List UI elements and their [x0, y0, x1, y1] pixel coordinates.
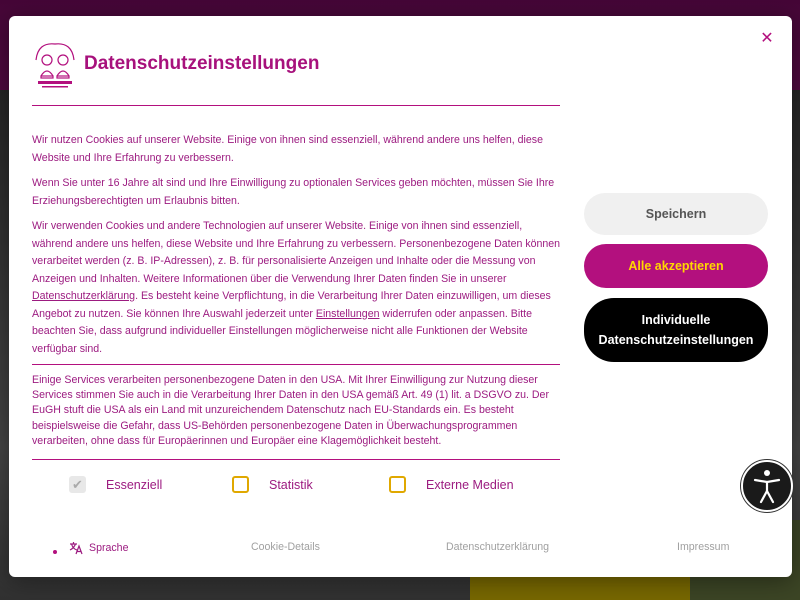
- logo: [32, 38, 78, 90]
- checkbox-label: Statistik: [269, 477, 313, 492]
- check-icon: ✔: [69, 476, 86, 493]
- checkbox-label: Essenziell: [106, 477, 163, 492]
- language-label: Sprache: [89, 542, 129, 554]
- imprint-link[interactable]: Impressum: [677, 541, 730, 553]
- details-paragraph: Wir verwenden Cookies und andere Technologien auf unserer Website. Einige von ihnen sind essenziell, während andere uns helfen, diese Website und Ihre Erfahrung zu verbessern. Personenbezogene Daten können verarbeitet werden (z. B. IP-Adressen), z. B. für personalisierte Anzeigen und Inhalte oder die Messung von Anzeigen und Inhalten. Weitere Informationen über die Verwendung Ihrer Daten finden Sie in unserer Datenschutzerklärung. Es besteht keine Verpflichtung, in die Verarbeitung Ihrer Daten einzuwilligen, um dieses Angebot zu nutzen. Sie können Ihre Auswahl jederzeit unter Einstellungen widerrufen oder anpassen. Bitte beachten Sie, dass aufgrund individueller Einstellungen möglicherweise nicht alle Funktionen der Website verfügbar sind.: [32, 220, 561, 355]
- cookie-details-link[interactable]: Cookie-Details: [251, 541, 320, 553]
- checkbox-statistics[interactable]: [232, 476, 313, 493]
- dialog-footer: [9, 541, 792, 563]
- checkbox-box[interactable]: [389, 476, 406, 493]
- bullet-icon: [53, 550, 57, 554]
- accessibility-button[interactable]: [741, 460, 793, 512]
- consent-categories: [32, 476, 562, 506]
- settings-link[interactable]: Einstellungen: [315, 307, 380, 320]
- individual-settings-button[interactable]: Individuelle Datenschutzeinstellungen: [584, 298, 768, 362]
- divider: [32, 364, 560, 365]
- privacy-policy-footer-link[interactable]: Datenschutzerklärung: [446, 541, 550, 553]
- usa-paragraph: Einige Services verarbeiten personenbezogene Daten in den USA. Mit Ihrer Einwilligung zur Nutzung dieser Services stimmen Sie auch in die Verarbeitung Ihrer Daten in den USA gemäß Art. 49 (1) lit. a DSGVO zu. Der EuGH stuft die USA als ein Land mit unzureichendem Datenschutz nach EU-Standards ein. Es besteht beispielsweise die Gefahr, dass US-Behörden personenbezogene Daten in Überwachungsprogrammen verarbeiten, ohne dass für Europäerinnen und Europäer eine Klagemöglichkeit besteht.: [32, 374, 549, 447]
- translate-icon: [69, 541, 83, 555]
- dialog-title: Datenschutzeinstellungen: [84, 53, 320, 74]
- checkbox-essential[interactable]: [69, 476, 162, 493]
- divider: [32, 105, 560, 106]
- privacy-policy-link[interactable]: Datenschutzerklärung: [32, 290, 136, 302]
- language-selector[interactable]: [69, 541, 128, 555]
- age-paragraph: Wenn Sie unter 16 Jahre alt sind und Ihre Einwilligung zu optionalen Services geben möchten, müssen Sie Ihre Erziehungsberechtigten um Erlaubnis bitten.: [32, 177, 555, 207]
- checkbox-box[interactable]: [232, 476, 249, 493]
- close-icon[interactable]: ✕: [760, 30, 774, 47]
- accept-all-button[interactable]: Alle akzeptieren: [584, 244, 768, 288]
- intro-paragraph: Wir nutzen Cookies auf unserer Website. Einige von ihnen sind essenziell, während andere uns helfen, diese Website und Ihre Erfahrung zu verbessern.: [32, 134, 543, 164]
- divider: [32, 459, 560, 460]
- checkbox-external-media[interactable]: [389, 476, 514, 493]
- accessibility-icon: [743, 462, 791, 510]
- privacy-settings-dialog: [9, 16, 792, 577]
- consent-text: [32, 132, 562, 366]
- checkbox-label: Externe Medien: [426, 477, 514, 492]
- save-button[interactable]: Speichern: [584, 193, 768, 235]
